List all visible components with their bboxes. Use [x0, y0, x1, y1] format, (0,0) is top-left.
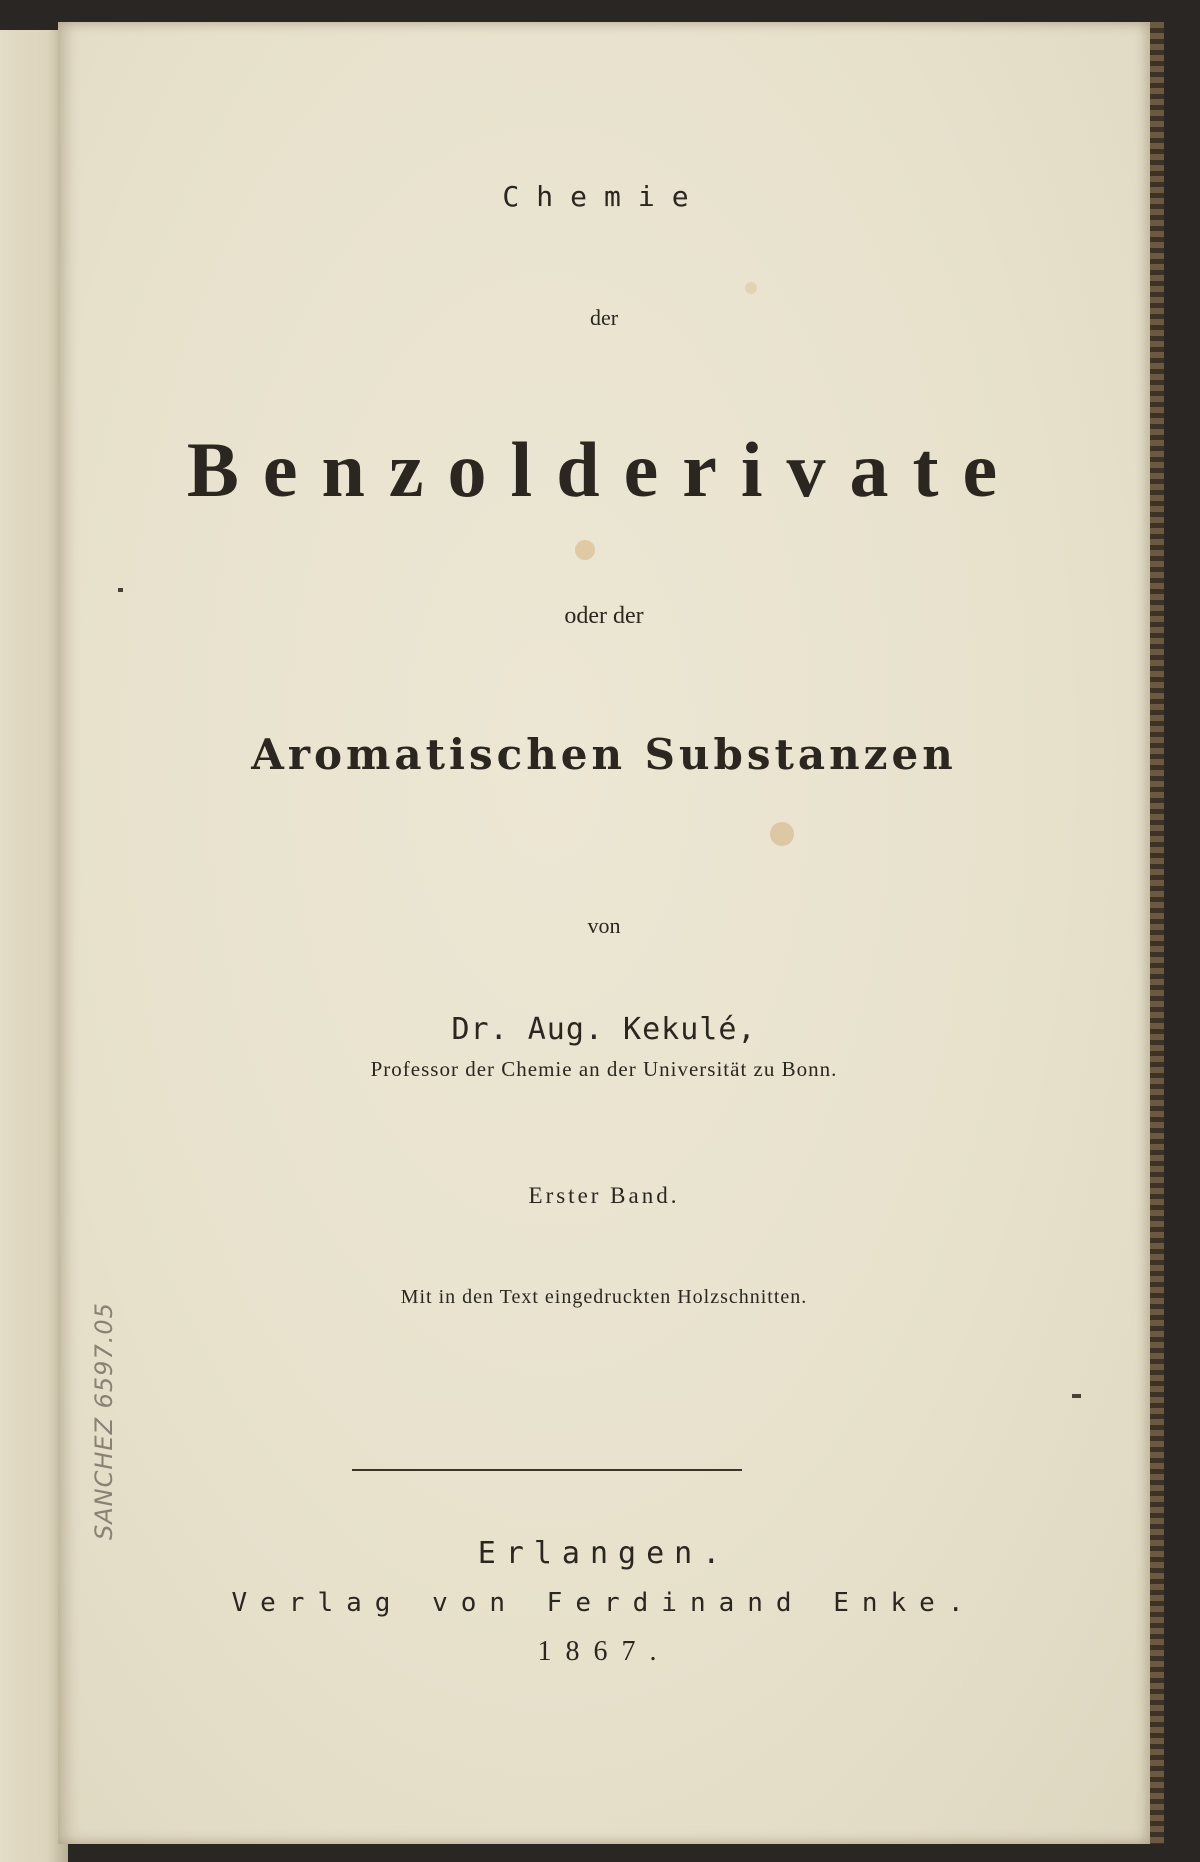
foxing-stain — [575, 540, 595, 560]
author-name: Dr. Aug. Kekulé, — [451, 1012, 757, 1047]
author-affiliation: Professor der Chemie an der Universität zu Bonn. — [370, 1057, 838, 1081]
foxing-stain — [770, 822, 794, 846]
illustrations-note: Mit in den Text eingedruckten Holzschnitten. — [400, 1286, 808, 1308]
publication-place: Erlangen. — [477, 1536, 731, 1571]
divider-rule — [352, 1469, 742, 1471]
ink-speck — [1072, 1394, 1081, 1398]
ink-speck — [118, 588, 123, 592]
page-block-edge — [1150, 22, 1164, 1844]
title-line-oder-der: oder der — [564, 603, 644, 629]
foxing-stain — [745, 282, 757, 294]
title-line-der: der — [589, 305, 619, 330]
volume-label: Erster Band. — [528, 1183, 680, 1208]
subtitle: Aromatischen Substanzen — [251, 730, 957, 779]
title-line-chemie: Chemie — [502, 180, 706, 213]
main-title: Benzolderivate — [186, 426, 1022, 513]
publisher: Verlag von Ferdinand Enke. — [231, 1588, 977, 1618]
by-line: von — [587, 913, 621, 938]
handwritten-shelfmark: SANCHEZ 6597.05 — [90, 1302, 118, 1540]
publication-year: 1867. — [537, 1636, 671, 1667]
